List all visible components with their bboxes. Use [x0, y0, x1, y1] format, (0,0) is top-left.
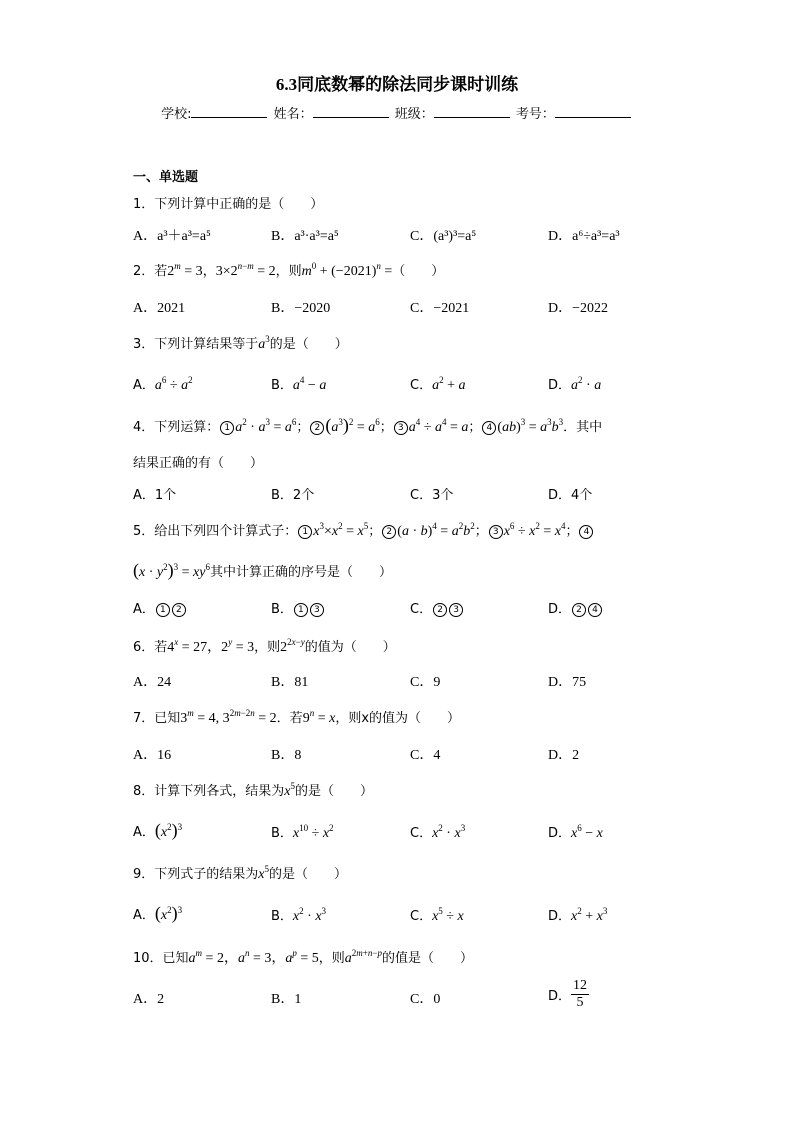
q9-option-b: B．$x^2 \cdot x^3$ — [271, 906, 327, 924]
q4-option-c: C．3个 — [410, 488, 454, 503]
q4-option-b: B．2个 — [271, 488, 315, 503]
q10-option-b: B．1 — [271, 992, 302, 1007]
section-heading: 一、单选题 — [133, 170, 199, 185]
q6-option-b: B．81 — [271, 675, 309, 690]
question-8: 8．计算下列各式，结果为$x^5$的是（ ） — [133, 781, 374, 799]
q8-option-a: A．$(x^2)^3$ — [133, 820, 183, 840]
q5-option-b: B． 1 3 — [271, 598, 325, 617]
q4-option-d: D．4个 — [548, 488, 593, 503]
number-label: 考号： — [515, 107, 555, 122]
q2-option-b: B．−2020 — [271, 301, 331, 316]
q5-option-d: D． 2 4 — [548, 598, 603, 617]
q7-option-d: D．2 — [548, 748, 580, 763]
class-label: 班级： — [394, 107, 434, 122]
class-blank — [434, 105, 510, 118]
question-4-line2: 结果正确的有（ ） — [133, 456, 264, 471]
q8-option-d: D．$x^6 - x$ — [548, 823, 603, 841]
question-7: 7．已知$3^m = 4$, $3^{2m-2n} = 2$．若$9^n = x$，则x的值为（ ） — [133, 708, 461, 726]
q2-option-c: C．−2021 — [410, 301, 470, 316]
q6-option-d: D．75 — [548, 675, 587, 690]
q10-option-c: C．0 — [410, 992, 441, 1007]
question-4: 4．下列运算： 1 $a^2 \cdot a^3 = a^6$； 2 $(a^3)^2 = a^6$； 3 $a^4 \div a^4 = a$； 4 $(ab)^3 = a^3b^3$．其中 — [133, 415, 603, 435]
q5-option-a: A． 1 2 — [133, 598, 187, 617]
page-title: 6.3同底数幂的除法同步课时训练 — [275, 75, 519, 94]
q3-option-d: D．$a^2 \cdot a$ — [548, 375, 602, 393]
fraction: $\frac{12}{5}$ — [573, 978, 588, 1010]
question-1: 1．下列计算中正确的是（ ） — [133, 197, 324, 212]
school-blank — [191, 105, 267, 118]
q9-option-a: A．$(x^2)^3$ — [133, 903, 183, 923]
question-9: 9．下列式子的结果为$x^5$的是（ ） — [133, 864, 348, 882]
q9-option-d: D．$x^2 + x^3$ — [548, 906, 608, 924]
q7-option-a: A．16 — [133, 748, 172, 763]
q1-option-a: A．a³＋a³=a⁵ — [133, 229, 211, 244]
q5-option-c: C． 2 3 — [410, 598, 464, 617]
question-2: 2．若$2^m = 3$，$3\times 2^{n-m} = 2$，则$m^0 + (-2021)^n$ =（ ） — [133, 261, 445, 279]
number-blank — [555, 105, 631, 118]
q4-option-a: A．1个 — [133, 488, 177, 503]
student-info-line — [0, 103, 794, 122]
q3-option-a: A．$a^6 \div a^2$ — [133, 375, 193, 393]
q6-option-c: C．9 — [410, 675, 441, 690]
question-5: 5．给出下列四个计算式子： 1 $x^3\times x^2 = x^5$； 2 $(a \cdot b)^4 = a^2b^2$； 3 $x^6 \div x^2 = x^4$； 4 — [133, 520, 594, 540]
q3-option-b: B．$a^4 - a$ — [271, 375, 327, 393]
question-10: 10．已知$a^m = 2$，$a^n = 3$，$a^p = 5$，则$a^{2m+n-p}$的值是（ ） — [133, 948, 473, 966]
name-label: 姓名： — [273, 107, 313, 122]
q8-option-b: B．$x^{10} \div x^2$ — [271, 823, 334, 841]
q1-option-b: B．a³·a³=a⁵ — [271, 229, 339, 244]
q6-option-a: A．24 — [133, 675, 172, 690]
question-5-line2: $(x \cdot y^2)^3 = xy^6$其中计算正确的序号是（ ） — [133, 560, 392, 580]
q7-option-b: B．8 — [271, 748, 302, 763]
name-blank — [313, 105, 389, 118]
q3-option-c: C．$a^2 + a$ — [410, 375, 466, 393]
q8-option-c: C．$x^2 \cdot x^3$ — [410, 823, 466, 841]
q9-option-c: C．$x^5 \div x$ — [410, 906, 464, 924]
q10-option-d: D． $\frac{12}{5}$ — [548, 978, 588, 1010]
school-label: 学校: — [161, 107, 192, 122]
q10-option-a: A．2 — [133, 992, 165, 1007]
q1-option-c: C．(a³)³=a⁵ — [410, 229, 477, 244]
q2-option-a: A．2021 — [133, 301, 186, 316]
q1-option-d: D．a⁶÷a³=a³ — [548, 229, 620, 244]
question-3: 3．下列计算结果等于$a^3$的是（ ） — [133, 334, 348, 352]
question-6: 6．若$4^x = 27$，$2^y = 3$，则$2^{2x-y}$的值为（ ） — [133, 637, 396, 655]
q2-option-d: D．−2022 — [548, 301, 609, 316]
q7-option-c: C．4 — [410, 748, 441, 763]
